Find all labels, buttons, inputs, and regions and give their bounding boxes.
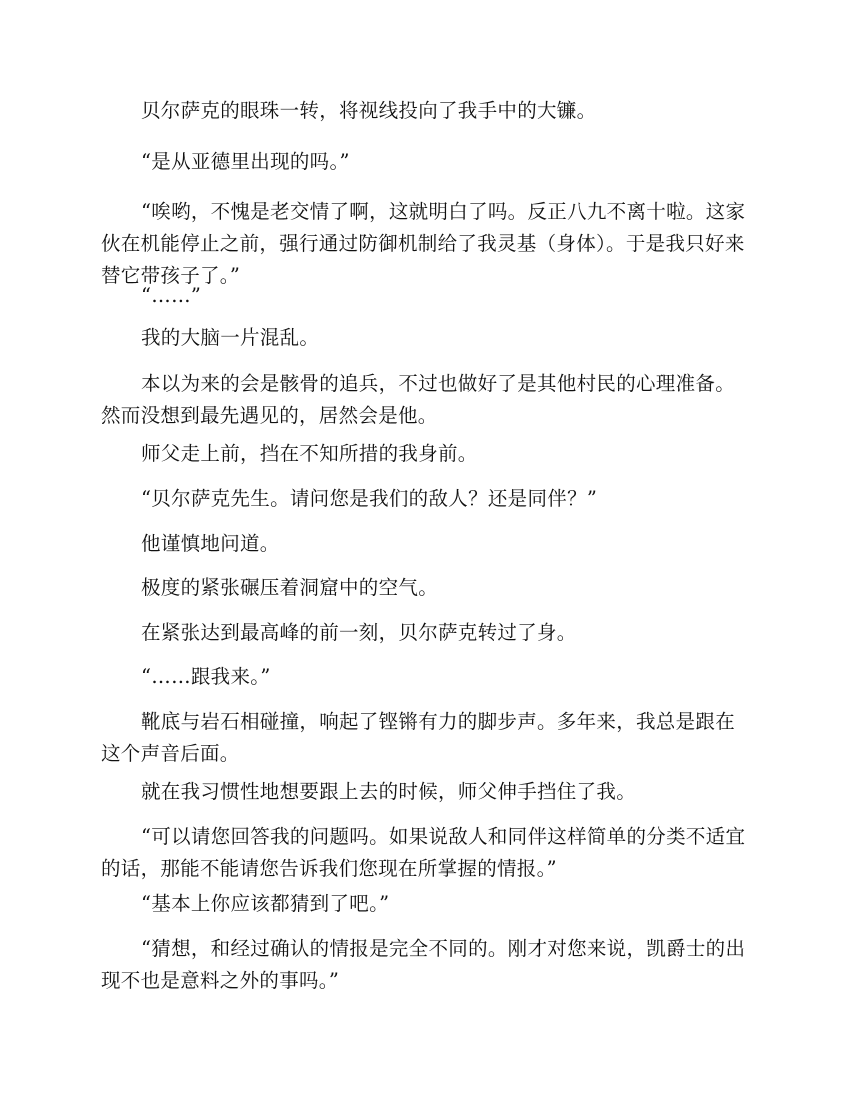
paragraph: “猜想，和经过确认的情报是完全不同的。刚才对您来说，凯爵士的出现不也是意料之外的事吗。” [101,937,746,992]
paragraph: 本以为来的会是骸骨的追兵，不过也做好了是其他村民的心理准备。然而没想到最先遇见的，居然会是他。 [101,372,736,427]
paragraph: 就在我习惯性地想要跟上去的时候，师父伸手挡住了我。 [141,780,637,803]
paragraph: “……跟我来。” [141,665,271,688]
paragraph: “基本上你应该都猜到了吧。” [141,892,390,915]
paragraph: 靴底与岩石相碰撞，响起了铿锵有力的脚步声。多年来，我总是跟在这个声音后面。 [101,710,736,765]
paragraph: 贝尔萨克的眼珠一转，将视线投向了我手中的大镰。 [141,99,597,122]
paragraph: 我的大脑一片混乱。 [141,326,320,349]
paragraph: “唉哟，不愧是老交情了啊，这就明白了吗。反正八九不离十啦。这家伙在机能停止之前，强行通过防御机制给了我灵基（身体）。于是我只好来替它带孩子了。” [101,200,746,287]
paragraph: “贝尔萨克先生。请问您是我们的敌人？还是同伴？” [141,487,598,510]
paragraph: 极度的紧张碾压着洞窟中的空气。 [141,576,439,599]
paragraph: “……” [141,284,202,307]
paragraph: “可以请您回答我的问题吗。如果说敌人和同伴这样简单的分类不适宜的话，那能不能请您告诉我们您现在所掌握的情报。” [101,825,746,880]
paragraph: 在紧张达到最高峰的前一刻，贝尔萨克转过了身。 [141,621,577,644]
paragraph: “是从亚德里出现的吗。” [141,150,350,173]
paragraph: 师父走上前，挡在不知所措的我身前。 [141,442,478,465]
paragraph: 他谨慎地问道。 [141,532,280,555]
